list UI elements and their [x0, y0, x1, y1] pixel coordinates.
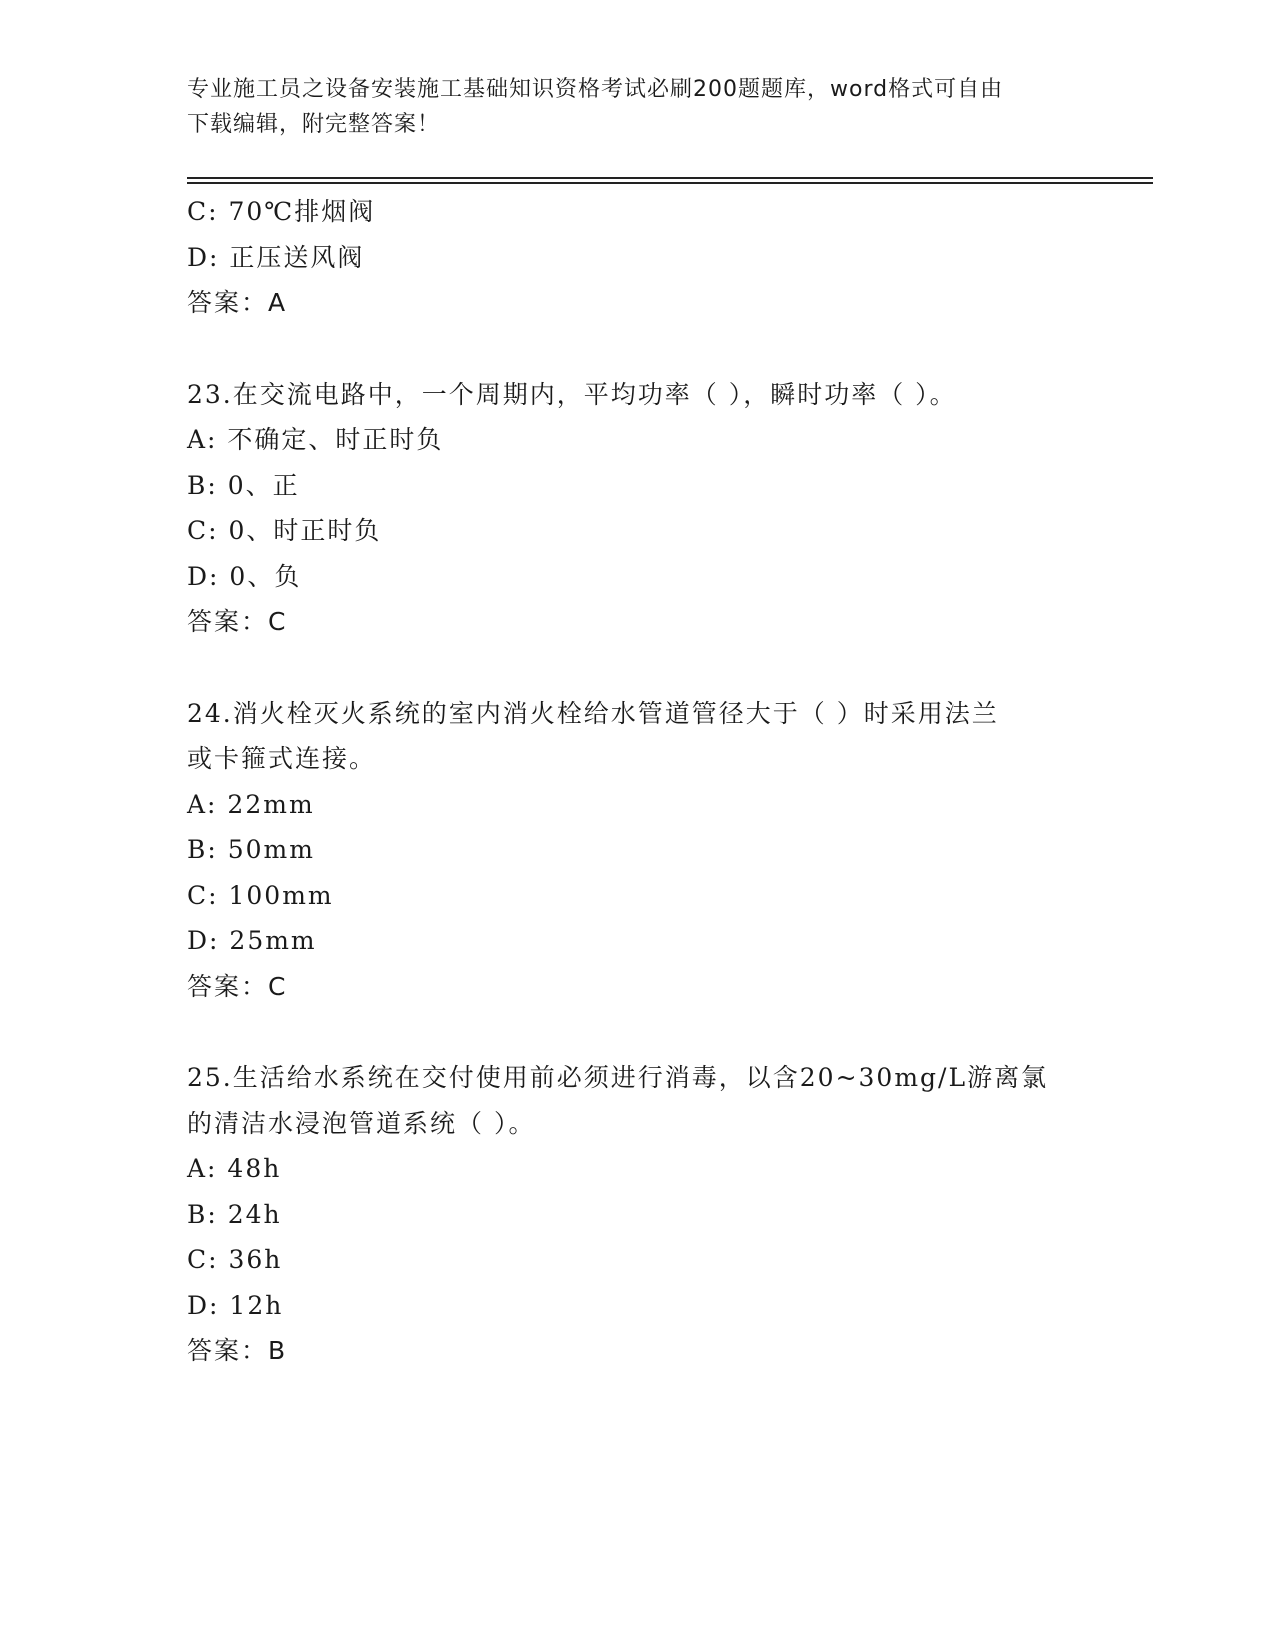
question-25	[187, 1055, 1087, 1374]
option-c: C: 0、时正时负	[187, 516, 382, 545]
option-a: A: 不确定、时正时负	[187, 425, 444, 454]
header-divider-bottom	[187, 182, 1153, 184]
header-divider-top	[187, 177, 1153, 179]
option-c: C: 70℃排烟阀	[187, 197, 376, 226]
question-stem-line-2: 或卡箍式连接。	[187, 744, 377, 773]
option-c: C: 36h	[187, 1245, 283, 1274]
question-stem-line-2: 的清洁水浸泡管道系统（ ）。	[187, 1108, 536, 1138]
option-d: D: 25mm	[187, 926, 317, 955]
header-title-line-2: 下载编辑，附完整答案！	[187, 112, 441, 137]
option-c: C: 100mm	[187, 880, 334, 910]
question-23	[187, 372, 1087, 645]
option-b: B: 0、正	[187, 470, 300, 500]
option-b: B: 50mm	[187, 835, 315, 864]
option-d: D: 12h	[187, 1290, 284, 1320]
answer-label: 答案：C	[187, 971, 288, 1001]
answer-label: 答案：C	[187, 607, 288, 636]
question-stem-line-1: 24.消火栓灭火系统的室内消火栓给水管道管径大于（ ）时采用法兰	[187, 698, 999, 728]
question-stem: 23.在交流电路中，一个周期内，平均功率（ ），瞬时功率（ ）。	[187, 379, 957, 409]
option-b: B: 24h	[187, 1199, 282, 1229]
option-a: A: 48h	[187, 1154, 282, 1183]
document-header	[187, 72, 1087, 142]
header-title-line-1: 专业施工员之设备安装施工基础知识资格考试必刷200题题库，word格式可自由	[187, 77, 1004, 102]
question-22	[187, 189, 1087, 326]
option-d: D: 正压送风阀	[187, 242, 365, 272]
answer-label: 答案：A	[187, 288, 288, 317]
option-a: A: 22mm	[187, 789, 315, 819]
question-list	[187, 189, 1087, 1374]
question-stem-line-1: 25.生活给水系统在交付使用前必须进行消毒，以含20~30mg/L游离氯	[187, 1063, 1049, 1092]
question-24	[187, 691, 1087, 1010]
answer-label: 答案：B	[187, 1336, 288, 1365]
option-d: D: 0、负	[187, 561, 302, 591]
